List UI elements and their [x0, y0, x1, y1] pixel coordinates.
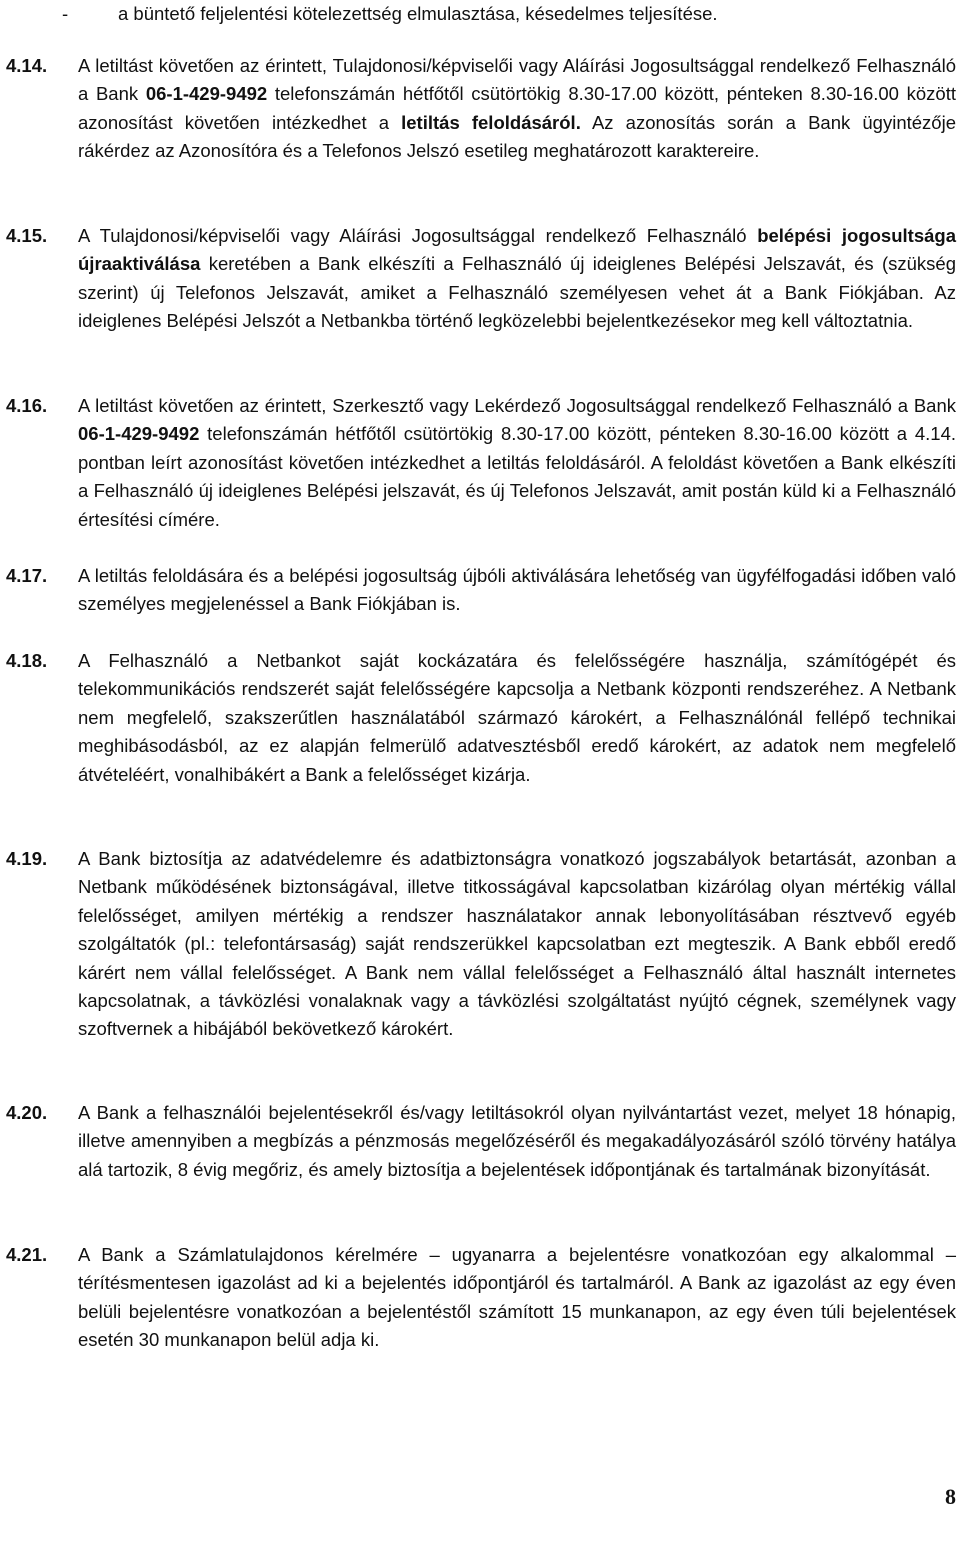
text-part: telefonszámán hétfőtől csütörtökig 8.30-17.00 között, pénteken 8.30-16.00 között a 4.14. pontban leírt azonosítást követően intézkedhet a letiltás feloldásáról. A feloldást követően a Bank elkészíti a Felhasználó új ideiglenes Belépési jelszavát, és új Telefonos Jelszavát, amit postán küld ki a Felhasználó értesítési címére. [78, 423, 956, 530]
section-text [78, 392, 956, 534]
section-number: 4.18. [6, 650, 48, 671]
page-number: 8 [945, 1484, 956, 1509]
bullet-item [62, 0, 942, 28]
section-text: A Bank a Számlatulajdonos kérelmére – ugyanarra a bejelentésre vonatkozóan egy alkalommal – térítésmentesen igazolást ad ki a bejelentés időpontjáról és tartalmáról. A Bank az igazolást az egy éven belüli bejelentésre vonatkozóan a bejelentéstől számított 15 munkanapon, az egy éven túli bejelentések esetén 30 munkanapon belül adja ki. [78, 1244, 956, 1351]
section-number: 4.16. [6, 395, 48, 416]
section-text: A letiltás feloldására és a belépési jogosultság újbóli aktiválására lehetőség van ügyfélfogadási időben való személyes megjelenéssel a Bank Fiókjában is. [78, 565, 956, 615]
section-text: A Felhasználó a Netbankot saját kockázatára és felelősségére használja, számítógépét és telekommunikációs rendszerét saját felelősségére kapcsolja a Netbank központi rendszeréhez. A Netbank nem megfelelő, szakszerűtlen használatából származó károkért, a Felhasználónál fellépő technikai meghibásodásból, az ez alapján felmerülő adatvesztésből eredő károkért, az adatok nem megfelelő átvételéért, vonalhibákért a Bank a felelősséget kizárja. [78, 650, 956, 785]
bullet-dash: - [62, 3, 69, 24]
section-number: 4.17. [6, 565, 48, 586]
text-part: telefonszámán hétfőtől csütörtökig 8.30-17.00 között, pénteken 8.30-16.00 között azonosítást követően intézkedhet a [78, 83, 956, 133]
section-number: 4.19. [6, 848, 48, 869]
emphasis: belépési jogosultsága újraaktiválása [78, 225, 956, 275]
text-part: A letiltást követően az érintett, Szerkesztő vagy Lekérdező Jogosultsággal rendelkező Felhasználó a Bank [78, 395, 956, 416]
section-text: A Bank a felhasználói bejelentésekről és/vagy letiltásokról olyan nyilvántartást vezet, melyet 18 hónapig, illetve amennyiben a megbízás a pénzmosás megelőzéséről és megakadályozásáról szóló törvény hatálya alá tartozik, 8 évig megőriz, és amely biztosítja a bejelentések időpontjának és tartalmának bizonyítását. [78, 1102, 956, 1180]
text-part: keretében a Bank elkészíti a Felhasználó új ideiglenes Belépési Jelszavát, és (szükség szerint) új Telefonos Jelszavát, amiket a Felhasználó személyesen vehet át a Bank Fiókjában. Az ideiglenes Belépési Jelszót a Netbankba történő legközelebbi bejelentkezésekor meg kell változtatnia. [78, 253, 956, 332]
phone-number: 06-1-429-9492 [145, 83, 268, 105]
section-number: 4.14. [6, 55, 48, 76]
phone-number: 06-1-429-9492 [78, 423, 200, 445]
section-text [78, 222, 956, 336]
text-part: Az azonosítás során a Bank ügyintézője rákérdez az Azonosítóra és a Telefonos Jelszó esetileg meghatározott karaktereire. [78, 111, 956, 162]
text-part: A letiltást követően az érintett, Tulajdonosi/képviselői vagy Aláírási Jogosultsággal rendelkező Felhasználó a Bank [78, 55, 956, 105]
section-text [78, 52, 956, 166]
emphasis: letiltás feloldásáról. [401, 111, 581, 133]
bullet-text: a büntető feljelentési kötelezettség elmulasztása, késedelmes teljesítése. [118, 3, 718, 24]
section-text: A Bank biztosítja az adatvédelemre és adatbiztonságra vonatkozó jogszabályok betartását, azonban a Netbank működésének biztonságával, illetve titkosságával kapcsolatban kizárólag olyan mértékig vállal felelősséget, amilyen mértékig a rendszer használatakor annak lebonyolításában résztvevő egyéb szolgáltatók (pl.: telefontársaság) saját rendszerükkel kapcsolatban ezt megteszik. A Bank ebből eredő kárért nem vállal felelősséget. A Bank nem vállal felelősséget a Felhasználó által használt internetes kapcsolatnak, a távközlési vonalaknak vagy a távközlési szolgáltatást nyújtó cégnek, személynek vagy szoftvernek a hibájából bekövetkező károkért. [78, 848, 956, 1040]
text-part: A Tulajdonosi/képviselői vagy Aláírási Jogosultsággal rendelkező Felhasználó [78, 225, 758, 246]
section-number: 4.21. [6, 1244, 48, 1265]
section-number: 4.20. [6, 1102, 48, 1123]
section-number: 4.15. [6, 225, 48, 246]
